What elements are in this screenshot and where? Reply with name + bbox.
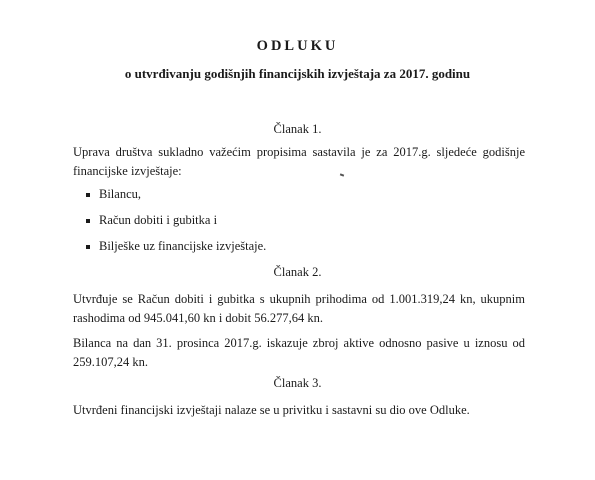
article-1-heading: Članak 1. bbox=[273, 122, 322, 136]
article-1-paragraph: Uprava društva sukladno važećim propisima sastavila je za 2017.g. sljedeće godišnje financijske izvještaje: bbox=[73, 145, 525, 178]
article-2-paragraph-2: Bilanca na dan 31. prosinca 2017.g. iskazuje zbroj aktive odnosno pasive u iznosu od 259.107,24 kn. bbox=[73, 336, 525, 369]
bullet-icon bbox=[86, 245, 90, 249]
list-item-label: Račun dobiti i gubitka i bbox=[99, 213, 218, 227]
list-item-label: Bilješke uz financijske izvještaje. bbox=[99, 239, 267, 253]
article-3-paragraph: Utvrđeni financijski izvještaji nalaze se u privitku i sastavni su dio ove Odluke. bbox=[73, 403, 470, 417]
list-item-label: Bilancu, bbox=[99, 187, 142, 201]
article-3-heading: Članak 3. bbox=[273, 376, 322, 390]
document-title: ODLUKU bbox=[256, 38, 339, 54]
list-item bbox=[86, 213, 217, 228]
bullet-icon bbox=[86, 193, 90, 197]
article-2-heading: Članak 2. bbox=[273, 265, 322, 279]
list-item bbox=[86, 239, 266, 254]
document-subtitle: o utvrđivanju godišnjih financijskih izvještaja za 2017. godinu bbox=[124, 66, 471, 81]
bullet-icon bbox=[86, 219, 90, 223]
list-item bbox=[86, 187, 141, 202]
article-2-paragraph-1: Utvrđuje se Račun dobiti i gubitka s ukupnih prihodima od 1.001.319,24 kn, ukupnim rashodima od 945.041,60 kn i dobit 56.277,64 kn. bbox=[73, 292, 525, 325]
